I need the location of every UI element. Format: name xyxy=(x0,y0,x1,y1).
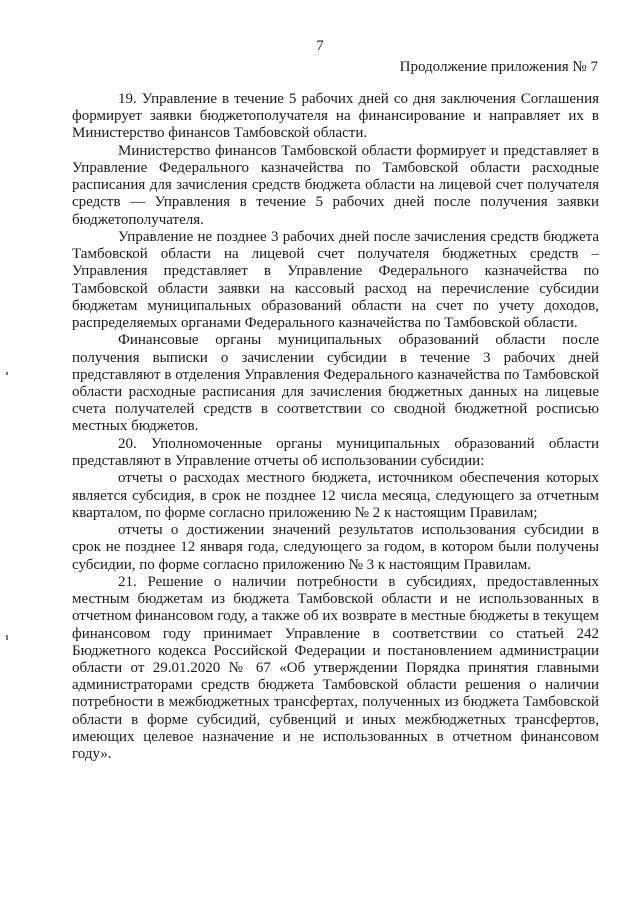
paragraph-department: Управление не позднее 3 рабочих дней после зачисления средств бюджета Тамбовской области на лицевой счет получателя бюджетных средств – Управления представляет в Управление Федерального казначейства по Тамбовской области заявки на кассовый расход на перечисление субсидии бюджетам муниципальных образований области на счет по учету доходов, распределяемых органами Федерального казначейства по Тамбовской области. xyxy=(72,229,599,332)
paragraph-21: 21. Решение о наличии потребности в субсидиях, предоставленных местным бюджетам из бюджета Тамбовской области и не использованных в отчетном финансовом году, а также об их возврате в местные бюджеты в текущем финансовом году принимает Управление в соответствии со статьей 242 Бюджетного кодекса Российской Федерации и постановлением администрации области от 29.01.2020 № 67 «Об утверждении Порядка принятия главными администраторами средств бюджета Тамбовской области решения о наличии потребности в межбюджетных трансфертах, полученных из бюджета Тамбовской области в форме субсидий, субвенций и иных межбюджетных трансфертов, имеющих целевое назначение и не использованных в отчетном финансовом году». xyxy=(72,574,599,763)
page-number: 7 xyxy=(316,38,324,54)
paragraph-financial-bodies: Финансовые органы муниципальных образований области после получения выписки о зачислении субсидии в течение 3 рабочих дней представляют в отделения Управления Федерального казначейства по Тамбовской области расходные расписания для зачисления бюджетных данных на лицевые счета получателей средств в соответствии со сводной бюджетной росписью местных бюджетов. xyxy=(72,332,599,435)
document-body xyxy=(72,91,599,763)
appendix-continuation-note: Продолжение приложения № 7 xyxy=(399,59,598,75)
paragraph-expense-reports: отчеты о расходах местного бюджета, источником обеспечения которых является субсидия, в срок не позднее 12 числа месяца, следующего за отчетным кварталом, по форме согласно приложению № 2 к настоящим Правилам; xyxy=(72,470,599,521)
paragraph-19: 19. Управление в течение 5 рабочих дней со дня заключения Соглашения формирует заявки бюджетополучателя на финансирование и направляет их в Министерство финансов Тамбовской области. xyxy=(72,91,599,142)
paragraph-20: 20. Уполномоченные органы муниципальных образований области представляют в Управление отчеты об использовании субсидии: xyxy=(72,435,599,470)
scan-margin-mark xyxy=(6,372,8,375)
paragraph-ministry: Министерство финансов Тамбовской области формирует и представляет в Управление Федерального казначейства по Тамбовской области расходные расписания для зачисления средств бюджета области на лицевой счет получателя средств — Управления в течение 5 рабочих дней после получения заявки бюджетополучателя. xyxy=(72,142,599,228)
scan-margin-mark xyxy=(6,635,8,640)
paragraph-results-reports: отчеты о достижении значений результатов использования субсидии в срок не позднее 12 января года, следующего за годом, в котором были получены субсидии, по форме согласно приложению № 3 к настоящим Правилам. xyxy=(72,522,599,573)
